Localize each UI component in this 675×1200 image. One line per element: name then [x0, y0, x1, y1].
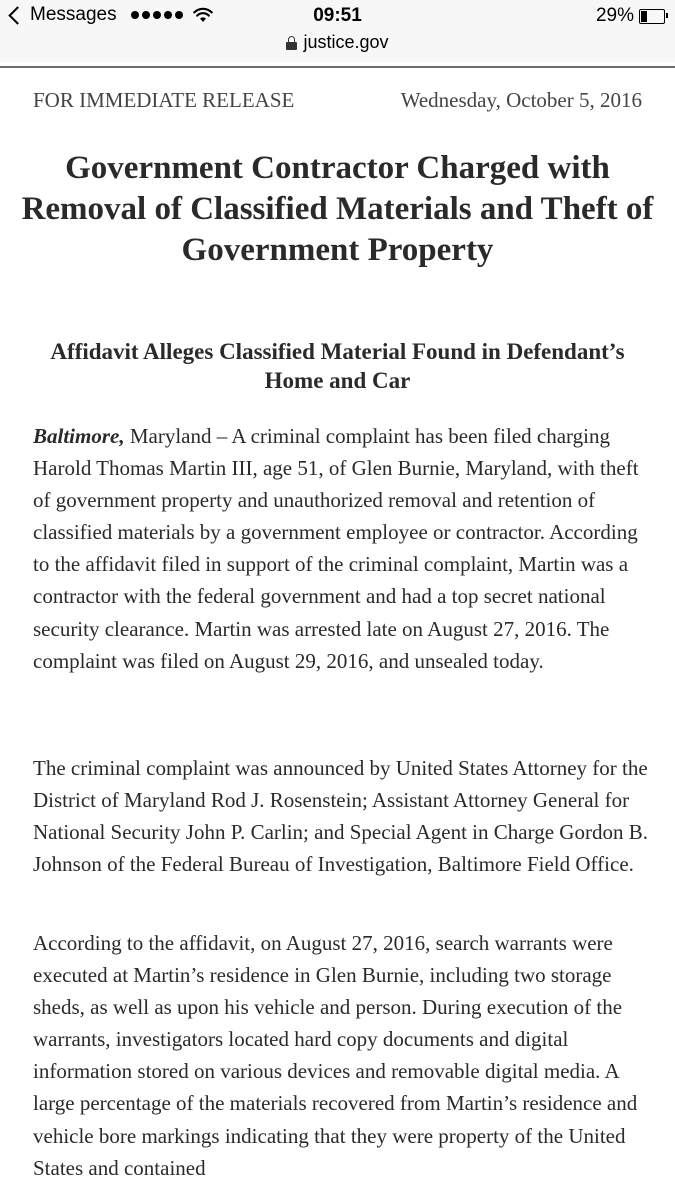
release-date: Wednesday, October 5, 2016 — [400, 88, 642, 112]
dateline: Baltimore, — [33, 424, 125, 448]
page-subtitle: Affidavit Alleges Classified Material Found in Defendant’s Home and Car — [50, 339, 625, 393]
address-bar[interactable] — [0, 32, 675, 62]
release-header — [33, 88, 642, 113]
release-label: FOR IMMEDIATE RELEASE — [33, 88, 295, 112]
battery-icon — [639, 9, 665, 24]
article-paragraph: The criminal complaint was announced by United States Attorney for the District of Maryland Rod J. Rosenstein; Assistant Attorney General for National Security John P. Carlin; and Special Agent in Charge Gordon B. Johnson of the Federal Bureau of Investigation, Baltimore Field Office. — [33, 756, 648, 877]
battery-percent: 29% — [595, 5, 634, 26]
paragraph-text: Maryland – A criminal complaint has been filed charging Harold Thomas Martin III, age 51, of Glen Burnie, Maryland, with theft of government property and unauthorized removal and retention of classified materials by a government employee or contractor. According to the affidavit filed in support of the criminal complaint, Martin was a contractor with the federal government and had a top secret national security clearance. Martin was arrested late on August 27, 2016. The complaint was filed on August 29, 2016, and unsealed today. — [33, 424, 639, 673]
article-paragraph — [33, 420, 648, 677]
divider — [0, 66, 675, 68]
article-paragraph: According to the affidavit, on August 27, 2016, search warrants were executed at Martin’s residence in Glen Burnie, including two storage sheds, as well as upon his vehicle and person. During execution of the warrants, investigators located hard copy documents and digital information stored on various devices and removable digital media. A large percentage of the materials recovered from Martin’s residence and vehicle bore markings indicating that they were property of the United States and contained — [33, 931, 638, 1180]
page-title: Government Contractor Charged with Removal of Classified Materials and Theft of Government Property — [21, 150, 654, 268]
url-domain[interactable]: justice.gov — [303, 32, 389, 52]
battery-status — [596, 5, 665, 27]
lock-icon — [286, 36, 297, 50]
status-bar — [0, 0, 675, 32]
back-app-label: Messages — [30, 4, 117, 25]
clock: 09:51 — [313, 5, 362, 26]
